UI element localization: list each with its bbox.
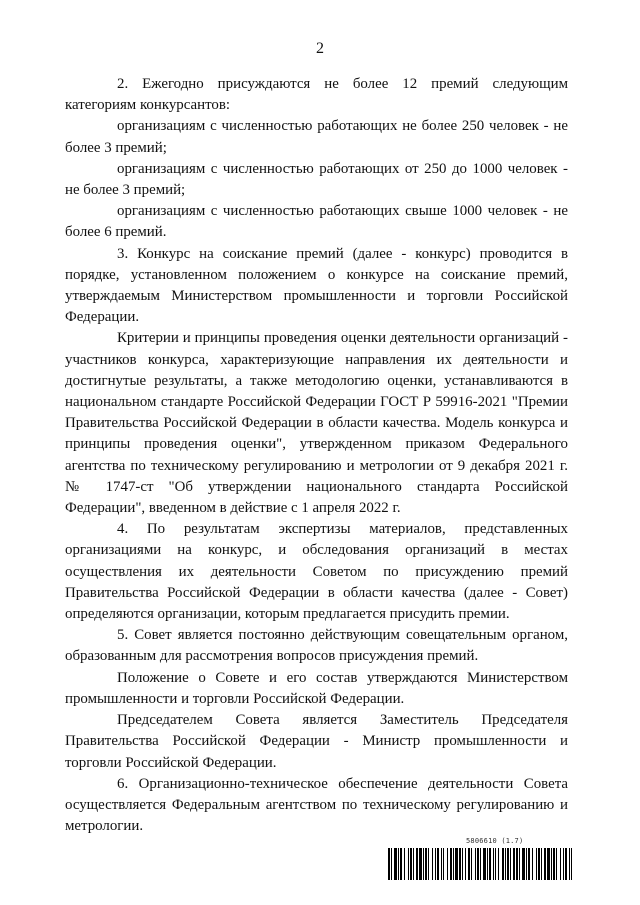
paragraph-5-chairman: Председателем Совета является Заместитель Председателя Правительства Российской Федерации - Министр промышленности и торговли Российской Федерации. (65, 712, 568, 771)
paragraph-6: 6. Организационно-техническое обеспечение деятельности Совета осуществляется Федеральным агентством по техническому регулированию и метрологии. (65, 775, 568, 835)
paragraph-5-regulation: Положение о Совете и его состав утверждаются Министерством промышленности и торговли Российской Федерации. (65, 669, 568, 707)
paragraph-2-category-small: организациям с численностью работающих не более 250 человек - не более 3 премий; (65, 118, 568, 156)
paragraph-3-criteria: Критерии и принципы проведения оценки деятельности организаций - участников конкурса, характеризующие направления их деятельности и достигнутые результаты, а также методологию оценки, устанавливаются в национальном стандарте Российской Федерации ГОСТ Р 59916-2021 "Премии Правительства Российской Федерации в области качества. Модель конкурса и принципы проведения оценки", утвержденном приказом Федерального агентства по техническому регулированию и метрологии от 9 декабря 2021 г. № 1747-ст "Об утверждении национального стандарта Российской Федерации", введенном в действие с 1 апреля 2022 г. (65, 330, 568, 517)
paragraph-5: 5. Совет является постоянно действующим совещательным органом, образованным для рассмотрения вопросов присуждения премий. (65, 627, 568, 665)
document-body (65, 74, 568, 837)
paragraph-3: 3. Конкурс на соискание премий (далее - конкурс) проводится в порядке, установленном положением о конкурсе на соискание премий, утверждаемым Министерством промышленности и торговли Российской Федерации. (65, 245, 568, 326)
barcode-icon (388, 848, 572, 880)
document-barcode (388, 837, 572, 881)
paragraph-2-category-large: организациям с численностью работающих свыше 1000 человек - не более 6 премий. (65, 203, 568, 241)
paragraph-2-category-medium: организациям с численностью работающих от 250 до 1000 человек - не более 3 премий; (65, 160, 568, 199)
paragraph-2: 2. Ежегодно присуждаются не более 12 премий следующим категориям конкурсантов: (65, 76, 568, 114)
barcode-id-label: 5806610 (1.7) (466, 837, 524, 845)
paragraph-4: 4. По результатам экспертизы материалов, представленных организациями на конкурс, и обследования организаций в местах осуществления их деятельности Советом по присуждению премий Правительства Российской Федерации в области качества (далее - Совет) определяются организации, которым предлагается присудить премии. (65, 521, 568, 623)
page-number: 2 (316, 40, 324, 57)
